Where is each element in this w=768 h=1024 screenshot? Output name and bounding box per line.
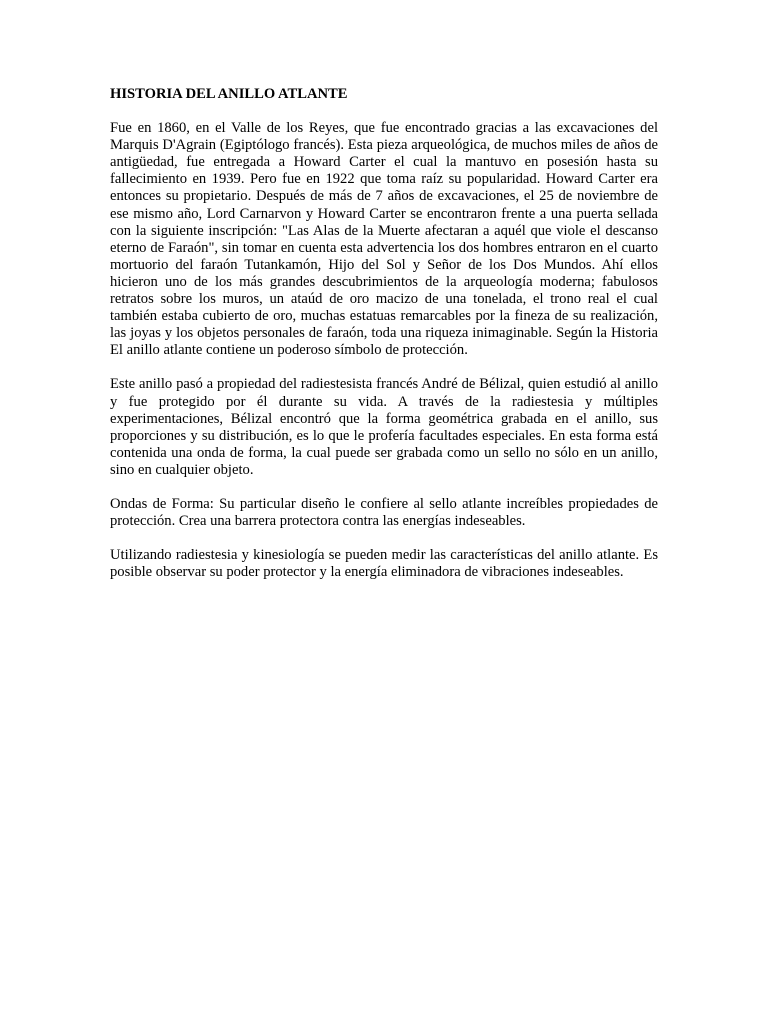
paragraph-history: Fue en 1860, en el Valle de los Reyes, que fue encontrado gracias a las excavaciones del Marquis D'Agrain (Egiptólogo francés). Esta pieza arqueológica, de muchos miles de años de antigüedad, fue entregada a Howard Carter el cual la mantuvo en posesión hasta su fallecimiento en 1939. Pero fue en 1922 que toma raíz su popularidad. Howard Carter era entonces su propietario. Después de más de 7 años de excavaciones, el 25 de noviembre de ese mismo año, Lord Carnarvon y Howard Carter se encontraron frente a una puerta sellada con la siguiente inscripción: "Las Alas de la Muerte afectaran a aquél que viole el descanso eterno de Faraón", sin tomar en cuenta esta advertencia los dos hombres entraron en el cuarto mortuorio del faraón Tutankamón, Hijo del Sol y Señor de los Dos Mundos. Ahí ellos hicieron uno de los más grandes descubrimientos de la arqueología moderna; fabulosos retratos sobre los muros, un ataúd de oro macizo de una tonelada, el trono real el cual también estaba cubierto de oro, muchas estatuas remarcables por la fineza de su realización, las joyas y los objetos personales de faraón, toda una riqueza inimaginable. Según la Historia El anillo atlante contiene un poderoso símbolo de protección. [110, 120, 658, 359]
paragraph-form-waves: Ondas de Forma: Su particular diseño le confiere al sello atlante increíbles propiedades de protección. Crea una barrera protectora contra las energías indeseables. [110, 495, 658, 530]
paragraph-belizal: Este anillo pasó a propiedad del radiestesista francés André de Bélizal, quien estudió al anillo y fue protegido por él durante su vida. A través de la radiestesia y múltiples experimentaciones, Bélizal encontró que la forma geométrica grabada en el anillo, sus proporciones y su distribución, es lo que le profería facultades especiales. En esta forma está contenida una onda de forma, la cual puede ser grabada como un sello no sólo en un anillo, sino en cualquier objeto. [110, 376, 658, 478]
document-page [110, 86, 658, 598]
paragraph-radiesthesia: Utilizando radiestesia y kinesiología se pueden medir las características del anillo atlante. Es posible observar su poder protector y la energía eliminadora de vibraciones indeseables. [110, 547, 658, 581]
document-title: HISTORIA DEL ANILLO ATLANTE [110, 86, 348, 102]
